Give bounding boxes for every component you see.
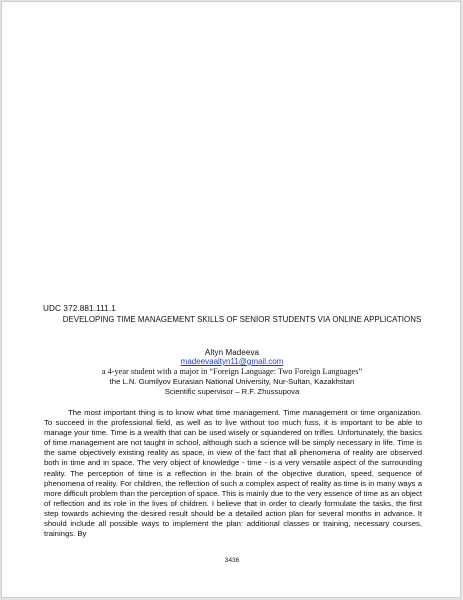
affiliation-line-1: a 4-year student with a major in “Foreign Language: Two Foreign Languages”: [101, 367, 363, 376]
udc-code: UDC 372.881.111.1: [43, 304, 116, 313]
paper-title: DEVELOPING TIME MANAGEMENT SKILLS OF SENIOR STUDENTS VIA ONLINE APPLICATIONS: [62, 315, 422, 324]
page-number: 3436: [224, 557, 240, 564]
body-paragraph: The most important thing is to know what time management. Time management or time organization. To succeed in the professional field, as well as to live without too much fuss, it is important to be able to manage your time. Time is a wealth that can be used wisely or squandered on trifles. Unfortunately, the basics of time management are not taught in school, although such a science will be simply necessary in life. Time is the same objectively existing reality as space, in view of the fact that all phenomena of reality are observed both in time and in space. The very object of knowledge - time - is a very versatile aspect of the surrounding reality. The perception of time is a reflection in the brain of the objective duration, speed, sequence of phenomena of reality. For children, the reflection of such a complex aspect of reality as time is in many ways a more difficult problem than the perception of space. This is mainly due to the very essence of time as an object of reflection and its role in the lives of children. I believe that in order to clearly formulate the tasks, the first step towards achieving the desired result should be a detailed action plan for several months in advance. It should include all possible ways to implement the plan: additional classes or training, necessary courses, trainings. By: [44, 408, 422, 539]
affiliation-line-2: the L.N. Gumilyov Eurasian National University, Nur-Sultan, Kazakhstan: [109, 377, 355, 386]
author-name: Altyn Madeeva: [204, 348, 260, 357]
author-email-link[interactable]: madeevaaltyn11@gmail.com: [180, 357, 284, 366]
scientific-supervisor: Scientific supervisor – R.F. Zhussupova: [164, 387, 300, 396]
author-affiliation: [2, 367, 462, 397]
document-page: [2, 2, 460, 597]
